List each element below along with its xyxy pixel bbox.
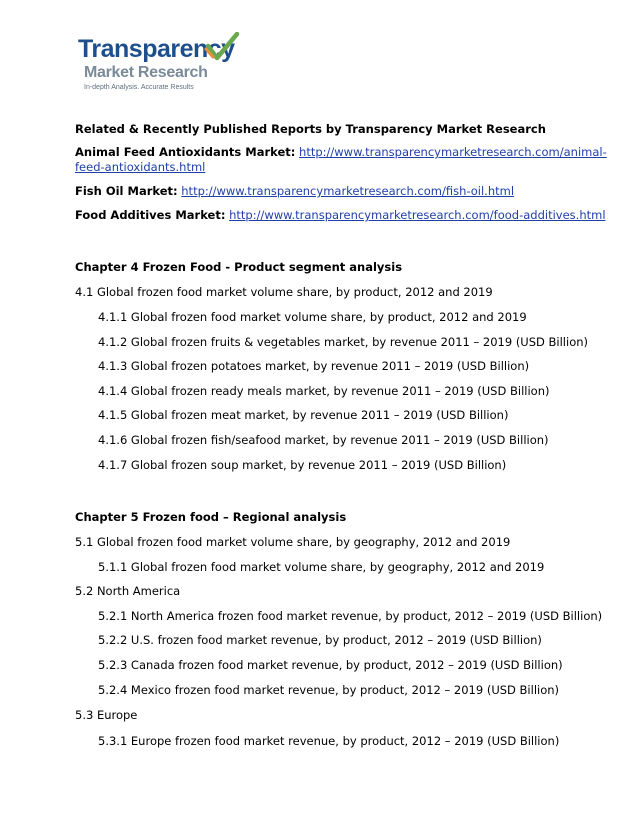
chapter-5-title: Chapter 5 Frozen food – Regional analysis bbox=[75, 510, 347, 524]
animal-feed-link[interactable]: http://www.transparencymarketresearch.com/animal- bbox=[299, 145, 607, 159]
related-item-label: Food Additives Market: bbox=[75, 208, 226, 222]
list-item: 4.1.6 Global frozen fish/seafood market, by revenue 2011 – 2019 (USD Billion) bbox=[98, 433, 549, 447]
related-item-food-additives bbox=[75, 208, 606, 223]
list-item: 5.2.4 Mexico frozen food market revenue, by product, 2012 – 2019 (USD Billion) bbox=[98, 683, 560, 697]
list-item: 5.2.3 Canada frozen food market revenue, by product, 2012 – 2019 (USD Billion) bbox=[98, 658, 563, 672]
fish-oil-link[interactable]: http://www.transparencymarketresearch.com/fish-oil.html bbox=[181, 184, 515, 198]
list-item: 5.2.1 North America frozen food market revenue, by product, 2012 – 2019 (USD Billion) bbox=[98, 609, 603, 623]
chapter-4-title: Chapter 4 Frozen Food - Product segment analysis bbox=[75, 260, 403, 274]
list-item: 4.1.3 Global frozen potatoes market, by revenue 2011 – 2019 (USD Billion) bbox=[98, 359, 530, 373]
related-item-label: Animal Feed Antioxidants Market: bbox=[75, 145, 296, 159]
logo-subtitle: Market Research bbox=[84, 64, 208, 81]
company-logo bbox=[76, 30, 246, 98]
logo-wordmark: Transparency bbox=[78, 35, 235, 63]
related-item-fish-oil bbox=[75, 184, 514, 199]
related-item-animal-feed-cont bbox=[75, 160, 205, 175]
list-item: 5.3.1 Europe frozen food market revenue, by product, 2012 – 2019 (USD Billion) bbox=[98, 734, 560, 748]
list-item: 5.1.1 Global frozen food market volume share, by geography, 2012 and 2019 bbox=[98, 560, 545, 574]
section-5-2: 5.2 North America bbox=[75, 584, 181, 598]
list-item: 4.1.4 Global frozen ready meals market, by revenue 2011 – 2019 (USD Billion) bbox=[98, 384, 550, 398]
list-item: 4.1.5 Global frozen meat market, by revenue 2011 – 2019 (USD Billion) bbox=[98, 408, 509, 422]
food-additives-link[interactable]: http://www.transparencymarketresearch.com/food-additives.html bbox=[229, 208, 606, 222]
section-5-3: 5.3 Europe bbox=[75, 708, 138, 722]
list-item: 4.1.7 Global frozen soup market, by revenue 2011 – 2019 (USD Billion) bbox=[98, 458, 507, 472]
list-item: 4.1.2 Global frozen fruits & vegetables market, by revenue 2011 – 2019 (USD Billion) bbox=[98, 335, 589, 349]
checkmark-icon bbox=[204, 32, 240, 62]
list-item: 5.2.2 U.S. frozen food market revenue, by product, 2012 – 2019 (USD Billion) bbox=[98, 633, 542, 647]
section-5-1: 5.1 Global frozen food market volume share, by geography, 2012 and 2019 bbox=[75, 535, 511, 549]
list-item: 4.1.1 Global frozen food market volume share, by product, 2012 and 2019 bbox=[98, 310, 527, 324]
related-item-animal-feed bbox=[75, 145, 607, 160]
section-4-1: 4.1 Global frozen food market volume share, by product, 2012 and 2019 bbox=[75, 285, 493, 299]
related-item-label: Fish Oil Market: bbox=[75, 184, 178, 198]
logo-tagline: In-depth Analysis. Accurate Results bbox=[84, 84, 194, 91]
animal-feed-link-cont[interactable]: feed-antioxidants.html bbox=[75, 160, 206, 174]
related-reports-heading: Related & Recently Published Reports by Transparency Market Research bbox=[75, 122, 546, 136]
